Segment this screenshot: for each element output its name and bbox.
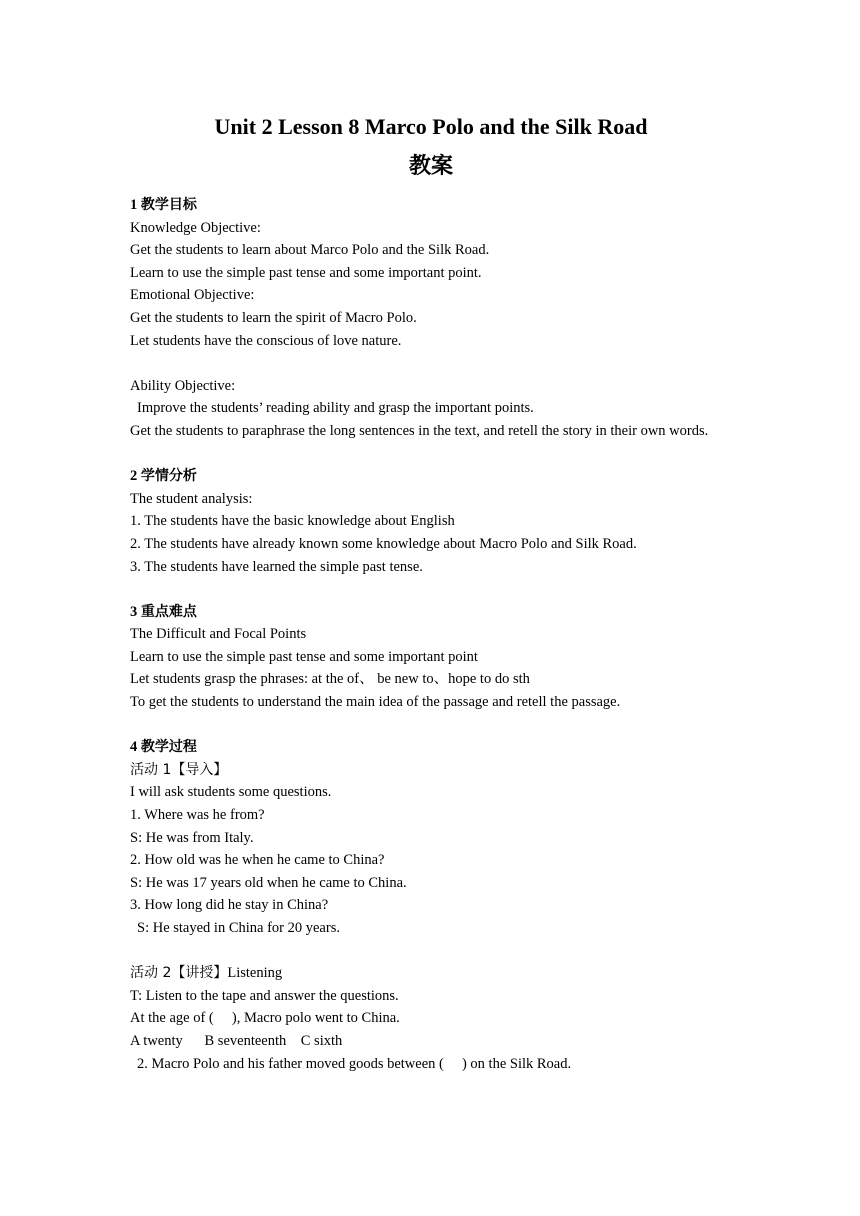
text-line: S: He stayed in China for 20 years. bbox=[137, 920, 340, 936]
section-heading-text: 教学目标 bbox=[140, 197, 197, 213]
text-line: 3. How long did he stay in China? bbox=[130, 897, 329, 914]
section-number: 4 bbox=[130, 739, 141, 756]
text-line: 2. The students have already known some knowledge about Macro Polo and Silk Road. bbox=[130, 535, 637, 552]
text-line: Learn to use the simple past tense and some important point. bbox=[130, 264, 482, 281]
text-line: T: Listen to the tape and answer the questions. bbox=[130, 987, 399, 1004]
activity-number: 活动 1 bbox=[130, 761, 172, 778]
document-title: Unit 2 Lesson 8 Marco Polo and the Silk Road bbox=[214, 114, 648, 139]
text-line: S: He was from Italy. bbox=[130, 829, 254, 846]
text-line: The student analysis: bbox=[130, 490, 253, 507]
text-line: Get the students to learn about Marco Polo and the Silk Road. bbox=[130, 242, 490, 259]
section-heading-text: 教学过程 bbox=[140, 739, 197, 756]
blank-line bbox=[130, 578, 732, 601]
text-line: Knowledge Objective: bbox=[130, 219, 261, 236]
section-heading-objectives bbox=[130, 194, 732, 217]
blank-line bbox=[130, 443, 732, 466]
document-subtitle: 教案 bbox=[408, 154, 453, 179]
activity-title bbox=[130, 759, 732, 782]
activity-label: 【讲授】 bbox=[171, 965, 228, 982]
section-heading-text: 重点难点 bbox=[140, 603, 197, 620]
text-line: Improve the students’ reading ability and grasp the important points. bbox=[137, 400, 534, 417]
text-line: To get the students to understand the main idea of the passage and retell the passage. bbox=[130, 694, 621, 711]
text-line: 1. The students have the basic knowledge about English bbox=[130, 513, 455, 530]
text-paragraph: Get the students to paraphrase the long sentences in the text, and retell the story in their own words. bbox=[130, 422, 709, 439]
text-line: Ability Objective: bbox=[130, 377, 236, 394]
text-line: Learn to use the simple past tense and some important point bbox=[130, 648, 478, 665]
section-number: 2 bbox=[130, 468, 141, 485]
activity-title bbox=[130, 962, 732, 985]
section-heading-text: 学情分析 bbox=[140, 468, 197, 485]
text-line: I will ask students some questions. bbox=[130, 784, 332, 801]
text-line: S: He was 17 years old when he came to China. bbox=[130, 874, 407, 891]
text-line: A twenty B seventeenth C sixth bbox=[130, 1032, 343, 1049]
section-number: 3 bbox=[130, 603, 141, 620]
text-line: 2. How old was he when he came to China? bbox=[130, 852, 385, 869]
text-line: At the age of ( ), Macro polo went to China. bbox=[130, 1010, 400, 1027]
text-line: 3. The students have learned the simple past tense. bbox=[130, 558, 423, 575]
text-line: The Difficult and Focal Points bbox=[130, 626, 307, 643]
text-line: Let students have the conscious of love nature. bbox=[130, 332, 402, 349]
activity-label: 【导入】 bbox=[171, 761, 228, 778]
text-line: Let students grasp the phrases: at the of、 be new to、hope to do sth bbox=[130, 671, 530, 688]
section-number: 1 bbox=[130, 197, 141, 213]
section-heading-analysis bbox=[130, 465, 732, 488]
section-heading-process bbox=[130, 736, 732, 759]
blank-line bbox=[130, 940, 732, 963]
text-line: 2. Macro Polo and his father moved goods between ( ) on the Silk Road. bbox=[137, 1055, 572, 1072]
blank-line bbox=[130, 714, 732, 737]
text-line: 1. Where was he from? bbox=[130, 807, 265, 824]
document-page bbox=[130, 112, 732, 1075]
activity-suffix: Listening bbox=[227, 965, 283, 982]
text-line: Emotional Objective: bbox=[130, 287, 255, 304]
blank-line bbox=[130, 352, 732, 375]
activity-number: 活动 2 bbox=[130, 965, 172, 982]
text-line: Get the students to learn the spirit of Macro Polo. bbox=[130, 309, 417, 326]
section-heading-key-points bbox=[130, 601, 732, 624]
